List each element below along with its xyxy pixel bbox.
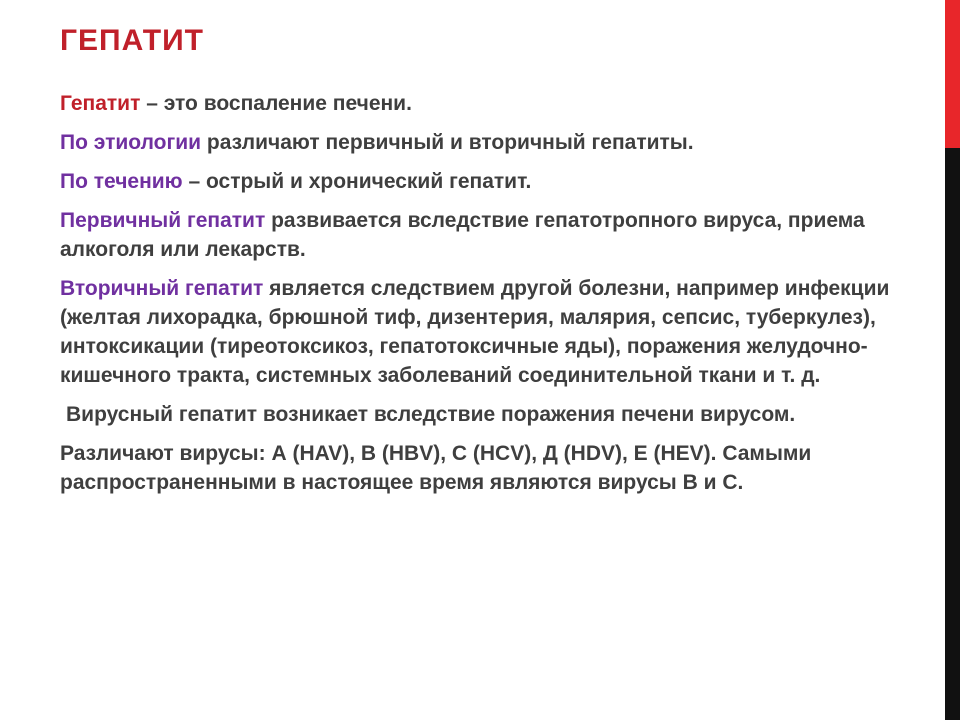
paragraph-course — [60, 167, 930, 196]
keyword-secondary-hepatitis: Вторичный гепатит — [60, 277, 264, 300]
paragraph-etiology — [60, 128, 930, 157]
paragraph-primary-hepatitis — [60, 206, 930, 264]
paragraph-text: различают первичный и вторичный гепатиты. — [201, 131, 694, 154]
keyword-etiology: По этиологии — [60, 131, 202, 154]
paragraph-viral-hepatitis — [60, 400, 930, 429]
keyword-course: По течению — [60, 170, 183, 193]
paragraph-text: является следствием другой болезни, например инфекции (желтая лихорадка, брюшной тиф, дизентерия, малярия, сепсис, туберкулез), интоксикации (тиреотоксикоз, гепатотоксичные яды), поражения желудочно-кишечного тракта, системных заболеваний соединительной ткани и т. д. — [60, 277, 890, 387]
paragraph-text: – это воспаление печени. — [140, 92, 412, 115]
keyword-primary-hepatitis: Первичный гепатит — [60, 209, 266, 232]
paragraph-definition — [60, 89, 930, 118]
paragraph-text: Различают вирусы: А (HAV), В (HBV), С (HCV), Д (HDV), Е (HEV). Самыми распространенными в настоящее время являются вирусы В и С. — [60, 442, 812, 494]
paragraph-secondary-hepatitis — [60, 274, 930, 390]
paragraph-text: развивается вследствие гепатотропного вируса, приема алкоголя или лекарств. — [60, 209, 865, 261]
slide-body — [60, 89, 930, 507]
side-accent-bar-red — [945, 0, 960, 148]
paragraph-text: – острый и хронический гепатит. — [182, 170, 532, 193]
paragraph-virus-types — [60, 439, 930, 497]
keyword-hepatitis: Гепатит — [60, 92, 141, 115]
paragraph-text: Вирусный гепатит возникает вследствие поражения печени вирусом. — [66, 403, 796, 426]
slide-title: ГЕПАТИТ — [60, 24, 204, 57]
